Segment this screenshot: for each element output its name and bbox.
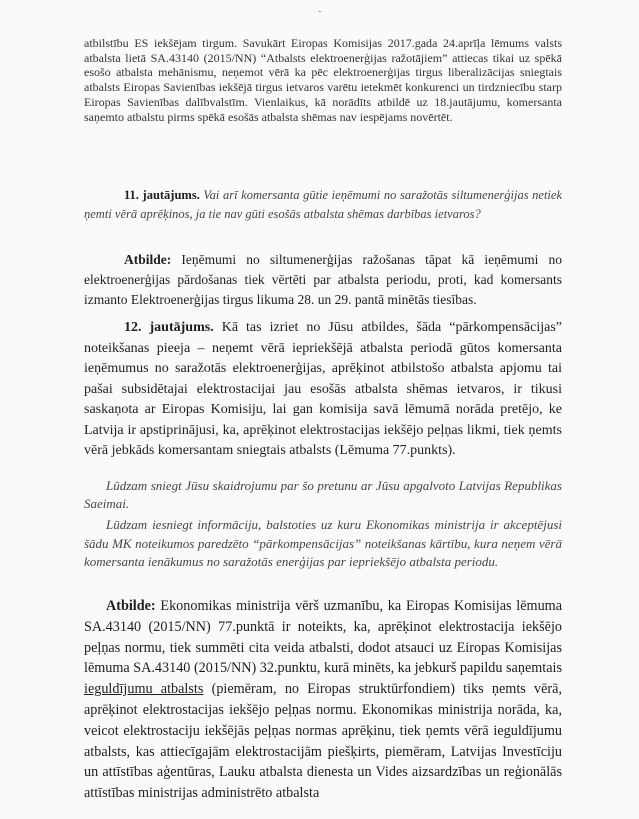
answer-12-text-before: Ekonomikas ministrija vērš uzmanību, ka Eiropas Komisijas lēmuma SA.43140 (2015/NN) 77.punktā ir noteikts, ka, aprēķinot elektrostacija iekšējo peļņas normu, tiek summēti cita veida atbalsti, dodot atsauci uz Eiropas Komisijas lēmuma SA.43140 (2015/NN) 32.punktu, kurā minēts, ka jebkurš papildu saņemtais <box>84 598 562 677</box>
question-12-label: 12. jautājums. <box>124 320 214 335</box>
answer-11-text: Ieņēmumi no siltumenerģijas ražošanas tāpat kā ieņēmumi no elektroenerģijas pārdošanas tiek vērtēti par atbalsta periodu, proti, kad komersants izmanto Elektroenerģijas tirgus likuma 28. un 29. pantā minētās tiesības. <box>84 252 562 307</box>
question-12-text: Kā tas izriet no Jūsu atbildes, šāda “pārkompensācijas” noteikšanas pieeja – neņemt vērā iepriekšējā atbalsta periodā gūtos komersanta ieņēmumus no saražotās elektroenerģijas, aprēķinot atbilstošo atbalsta apjomu tai pašai subsidētajai elektrostacijai jau esošās atbalsta shēmas ietvaros, ir tikusi saskaņota ar Eiropas Komisiju, lai gan komisija savā lēmumā norāda pretējo, ke Latvija ir apstiprinājusi, ka, aprēķinot elektrostacijas iekšējo peļņas likmi, tiek ņemts vērā jebkāds komersantam sniegtais atbalsts (Lēmuma 77.punkts). <box>84 320 562 458</box>
answer-12-underlined-term: ieguldījumu atbalsts <box>84 681 204 698</box>
answer-11 <box>84 250 562 310</box>
question-11 <box>84 186 562 224</box>
request-information <box>84 516 562 572</box>
page-mark: - <box>318 6 322 17</box>
question-11-text: Vai arī komersanta gūtie ieņēmumi no saražotās siltumenerģijas netiek ņemti vērā aprēķinos, ja tie nav gūti esošās atbalsta shēmas darbības ietvaros? <box>84 188 562 221</box>
answer-12 <box>84 596 562 804</box>
request-explanation-text: Lūdzam sniegt Jūsu skaidrojumu par šo pretunu ar Jūsu apgalvoto Latvijas Republikas Saeimai. <box>84 478 562 511</box>
answer-12-text-after: (piemēram, no Eiropas struktūrfondiem) tiks ņemts vērā, aprēķinot elektrostacijas iekšējo peļņas normu. Ekonomikas ministrija norāda, ka, veicot elektrostaciju iekšējās peļņas normas aprēķinu, tiek ņemts vērā ieguldījumu atbalsts, kas attiecīgajām elektrostacijām piešķirts, piemēram, Latvijas Investīciju un attīstības aģentūras, Lauku atbalsta dienesta un Vides aizsardzības un reģionālās attīstības ministrijas administrēto atbalsta <box>84 681 562 802</box>
question-12 <box>84 318 562 462</box>
question-11-label: 11. jautājums. <box>124 188 200 202</box>
request-explanation <box>84 477 562 512</box>
request-information-text: Lūdzam iesniegt informāciju, balstoties uz kuru Ekonomikas ministrija ir akceptējusi šādu MK noteikumos paredzēto “pārkompensācijas” noteikšanas kārtību, kura neņem vērā komersanta ienākumus no saražotās enerģijas par iepriekšējo atbalsta periodu. <box>84 517 562 569</box>
answer-11-label: Atbilde: <box>124 252 172 267</box>
paragraph-continuation: atbilstību ES iekšējam tirgum. Savukārt Eiropas Komisijas 2017.gada 24.aprīļa lēmums valsts atbalsta lietā SA.43140 (2015/NN) “Atbalsts elektroenerģijas ražotājiem” attiecas tikai uz spēkā esošo atbalsta mehānismu, neņemot vērā ka pēc elektroenerģijas tirgus liberalizācijas sniegtais atbalsts Eiropas Savienības iekšējā tirgus ietvaros varētu ietekmēt konkurenci un tirdzniecību starp Eiropas Savienības dalībvalstīm. Vienlaikus, kā norādīts atbildē uz 18.jautājumu, komersanta saņemto atbalstu pirms spēkā esošās atbalsta shēmas nav iespējams novērtēt. <box>84 36 562 124</box>
answer-12-label: Atbilde: <box>106 598 156 614</box>
